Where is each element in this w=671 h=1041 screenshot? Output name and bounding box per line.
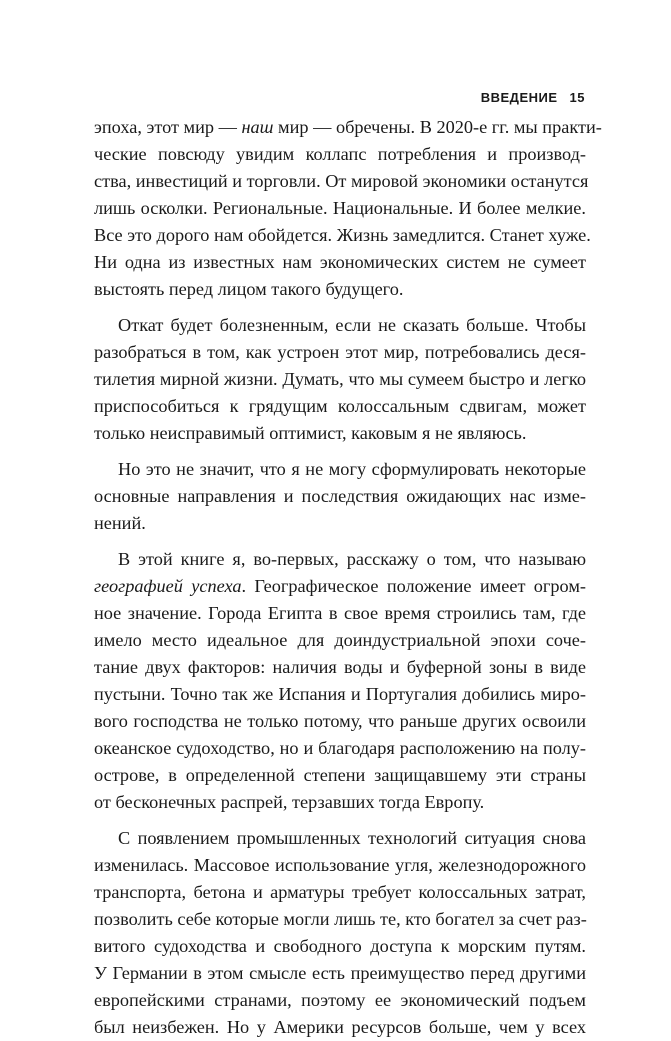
text-line: ства, инвестиций и торговли. От мировой экономики останутся — [94, 171, 589, 191]
text-line: Но это не значит, что я не могу сформулировать некоторые — [118, 459, 586, 479]
body-text — [94, 114, 602, 1041]
text-line: вого господства не только потому, что раньше других освоили — [94, 711, 586, 731]
text-line: разобраться в том, как устроен этот мир, потребовались деся- — [94, 342, 586, 362]
text-line: острове, в определенной степени защищавшему эти страны — [94, 765, 586, 785]
text-line: имело место идеальное для доиндустриальной эпохи соче- — [94, 630, 586, 650]
text-line: выстоять перед лицом такого будущего. — [94, 279, 404, 299]
text-line: изменилась. Массовое использование угля, железнодорожного — [94, 855, 586, 875]
text-line: лишь осколки. Региональные. Национальные. И более мелкие. — [94, 198, 586, 218]
text-line: эпоха, этот мир — наш мир — обречены. В 2020-е гг. мы практи- — [94, 117, 602, 137]
text-line: тание двух факторов: наличия воды и буферной зоны в виде — [94, 657, 586, 677]
text-line: основные направления и последствия ожидающих нас изме- — [94, 486, 586, 506]
text-line: транспорта, бетона и арматуры требует колоссальных затрат, — [94, 882, 586, 902]
text-line: У Германии в этом смысле есть преимущество перед другими — [94, 963, 586, 983]
page-number: 15 — [569, 90, 585, 105]
text-line: позволить себе которые могли лишь те, кто богател за счет раз- — [94, 909, 587, 929]
text-line: тилетия мирной жизни. Думать, что мы сумеем быстро и легко — [94, 369, 586, 389]
text-line: Откат будет болезненным, если не сказать больше. Чтобы — [118, 315, 586, 335]
text-line: ное значение. Города Египта в свое время строились там, где — [94, 603, 586, 623]
text-line: В этой книге я, во-первых, расскажу о том, что называю — [118, 549, 586, 569]
text-line: витого судоходства и свободного доступа к морским путям. — [94, 936, 586, 956]
text-line: С появлением промышленных технологий ситуация снова — [118, 828, 586, 848]
text-line: только неисправимый оптимист, каковым я не являюсь. — [94, 423, 527, 443]
text-line: был неизбежен. Но у Америки ресурсов больше, чем у всех — [94, 1017, 586, 1037]
text-line: ческие повсюду увидим коллапс потребления и производ- — [94, 144, 586, 164]
text-line: нений. — [94, 513, 146, 533]
text-line: от бесконечных распрей, терзавших тогда Европу. — [94, 792, 485, 812]
text-line: географией успеха. Географическое положение имеет огром- — [94, 576, 586, 596]
text-line: пустыни. Точно так же Испания и Португалия добились миро- — [94, 684, 586, 704]
running-head — [481, 90, 585, 105]
text-line: океанское судоходство, но и благодаря расположению на полу- — [94, 738, 586, 758]
text-line: европейскими странами, поэтому ее экономический подъем — [94, 990, 586, 1010]
text-line: Ни одна из известных нам экономических систем не сумеет — [94, 252, 586, 272]
text-line: Все это дорого нам обойдется. Жизнь замедлится. Станет хуже. — [94, 225, 591, 245]
section-title: ВВЕДЕНИЕ — [480, 90, 558, 105]
text-line: приспособиться к грядущим колоссальным сдвигам, может — [94, 396, 586, 416]
